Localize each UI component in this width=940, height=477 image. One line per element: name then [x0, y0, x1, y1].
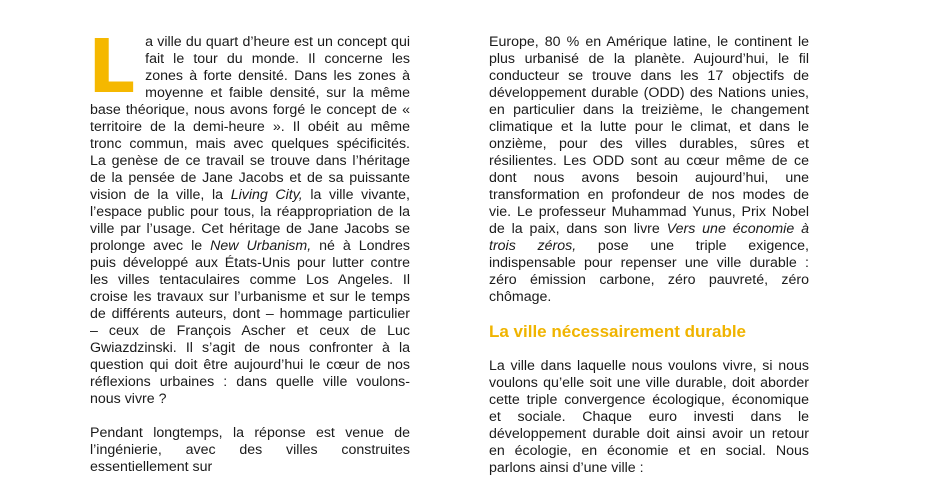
left-column — [88, 24, 410, 476]
dropcap-letter: L — [88, 24, 136, 110]
right-p1-text-a: Europe, 80 % en Amérique latine, le continent le plus urbanisé de la planète. Aujourd’hui, le fil conducteur se trouve dans les 17 objectifs de développement durable (ODD) des Nations unies, en particulier dans la treizième, le changement climatique et la lutte pour le climat, et dans le onzième, pour des villes durables, sûres et résilientes. Les ODD sont au cœur même de ce dont nous avons besoin aujourd’hui, une transformation en profondeur de nos modes de vie. Le professeur Muhammad Yunus, Prix Nobel de la paix, dans son livre — [489, 34, 809, 237]
left-paragraph-1 — [88, 24, 410, 408]
right-column — [489, 34, 809, 477]
left-paragraph-2: Pendant longtemps, la réponse est venue de l’ingénierie, avec des villes construites essentiellement sur — [90, 425, 410, 475]
section-heading: La ville nécessairement durable — [489, 322, 747, 341]
left-p1-text-c: né à Londres puis développé aux États-Unis pour lutter contre les villes tentaculaires comme Los Angeles. Il croise les travaux sur l’urbanisme et sur le temps de différents auteurs, dont – hommage particulier – ceux de François Ascher et ceux de Luc Gwiazdzinski. Il s’agit de nous confronter à la question qui doit être aujourd’hui le cœur de nos réflexions urbaines : dans quelle ville voulons-nous vivre ? — [90, 238, 410, 407]
right-paragraph-2: La ville dans laquelle nous voulons vivre, si nous voulons qu’elle soit une ville durable, doit aborder cette triple convergence écologique, économique et sociale. Chaque euro investi dans le développement durable doit ainsi avoir un retour en écologie, en économie et en social. Nous parlons ainsi d’une ville : — [489, 358, 809, 476]
right-p1-italic-book-title: Vers une économie à trois zéros, — [489, 221, 809, 254]
left-p1-text-b: la ville vivante, l’espace public pour tous, la réappropriation de la ville par l’usage. Cet héritage de Jane Jacobs se prolonge avec le — [90, 187, 410, 254]
right-paragraph-1 — [489, 34, 809, 306]
left-p1-text-a: a ville du quart d’heure est un concept qui fait le tour du monde. Il concerne les zones à forte densité. Dans les zones à moyenne et faible densité, sur la même base théorique, nous avons forgé le concept de « territoire de la demi-heure ». Il obéit au même tronc commun, mais avec quelques spécificités. La genèse de ce travail se trouve dans l’héritage de la pensée de Jane Jacobs et de sa puissante vision de la ville, la — [90, 34, 410, 203]
left-p1-italic-living-city: Living City, — [230, 187, 303, 203]
right-p1-text-b: pose une triple exigence, indispensable pour repenser une ville durable : zéro émission carbone, zéro pauvreté, zéro chômage. — [489, 238, 809, 305]
left-p1-italic-new-urbanism: New Urbanism, — [210, 238, 312, 254]
